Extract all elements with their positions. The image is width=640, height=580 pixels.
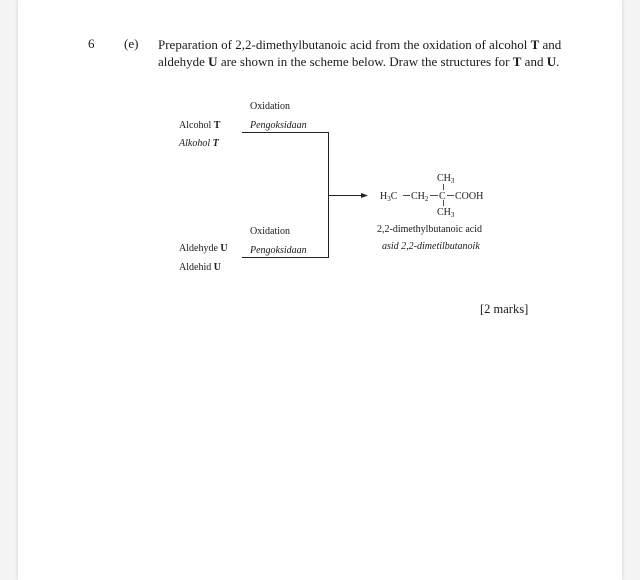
aldehyde-label-ms-u: U: [213, 262, 221, 273]
bottom-methyl-group: $CH_3$: [437, 207, 455, 219]
question-line-2-and: and: [521, 54, 547, 69]
top-methyl-group: $CH_3$: [437, 173, 455, 185]
carboxyl-group: COOH: [455, 191, 484, 202]
bottom-arrow-label: Oxidation: [250, 226, 290, 237]
product-name: 2,2-dimethylbutanoic acid: [377, 224, 482, 235]
methylene-group: $CH_2$: [411, 191, 429, 203]
question-line-1-end: and: [539, 37, 562, 52]
question-number: 6: [88, 36, 95, 51]
bottom-arrow-label-ms: Pengoksidaan: [250, 245, 307, 256]
product-structure: [380, 173, 483, 219]
top-arrow-label: Oxidation: [250, 101, 290, 112]
compound-t-ref-2: T: [512, 54, 522, 69]
question-line-2-mid: are shown in the scheme below. Draw the structures for: [217, 54, 513, 69]
aldehyde-label-ms-text: Aldehid: [179, 262, 214, 273]
top-arrow-label-ms: Pengoksidaan: [250, 120, 307, 131]
compound-t-ref: T: [530, 37, 540, 52]
alcohol-label-ms-text: Alkohol: [179, 138, 213, 149]
alcohol-label-ms-t: T: [212, 138, 219, 149]
alcohol-label-text: Alcohol: [179, 120, 214, 131]
marks-allocation: [2 marks]: [480, 302, 529, 316]
quaternary-carbon: C: [439, 191, 446, 202]
product-name-ms: asid 2,2-dimetilbutanoik: [382, 241, 480, 252]
ethyl-chain: $H_3C$: [380, 191, 398, 203]
compound-u-ref-2: U: [546, 54, 557, 69]
question-line-2-end: .: [556, 54, 560, 69]
aldehyde-label-text: Aldehyde: [179, 243, 221, 254]
question-part: (e): [124, 36, 139, 51]
question-line-2-text: aldehyde: [158, 54, 209, 69]
question-line-1-text: Preparation of 2,2-dimethylbutanoic acid from the oxidation of alcohol: [158, 37, 531, 52]
product-arrow-head: [361, 193, 368, 198]
compound-u-ref: U: [208, 54, 218, 69]
aldehyde-label-u: U: [220, 243, 228, 254]
alcohol-label-t: T: [213, 120, 221, 131]
